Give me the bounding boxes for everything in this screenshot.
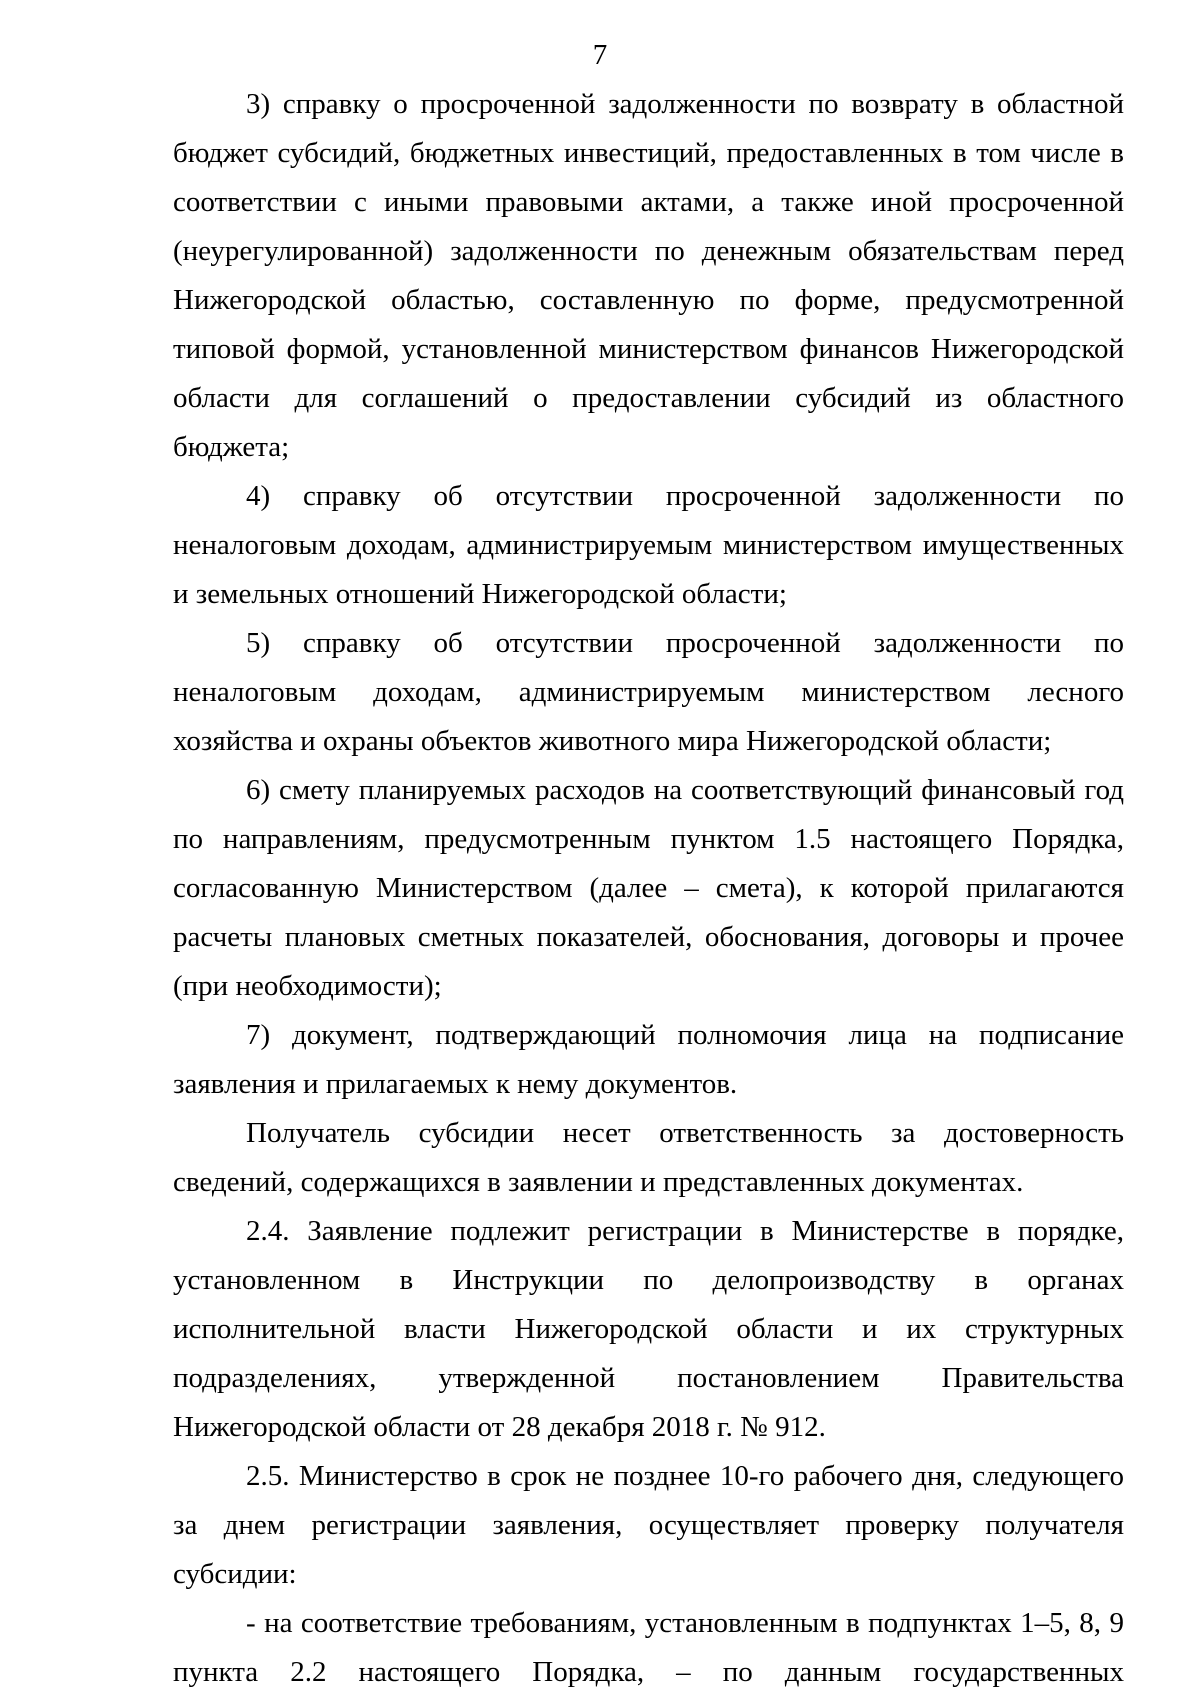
page-number: 7 [592,39,608,71]
paragraph-item-3: 3) справку о просроченной задолженности по возврату в областной бюджет субсидий, бюджетных инвестиций, предоставленных в том числе в соответствии с иными правовыми актами, а также иной просроченной (неурегулированной) задолженности по денежным обязательствам перед Нижегородской областью, составленную по форме, предусмотренной типовой формой, установленной министерством финансов Нижегородской области для соглашений о предоставлении субсидий из областного бюджета; [173,88,1124,463]
paragraph-2-5: 2.5. Министерство в срок не позднее 10-го рабочего дня, следующего за днем регистрации заявления, осуществляет проверку получателя субсидии: [173,1460,1124,1590]
paragraph-item-5: 5) справку об отсутствии просроченной задолженности по неналоговым доходам, администрируемым министерством лесного хозяйства и охраны объектов животного мира Нижегородской области; [173,627,1124,757]
paragraph-item-7: 7) документ, подтверждающий полномочия лица на подписание заявления и прилагаемых к нему документов. [173,1019,1124,1100]
paragraph-check-requirements: - на соответствие требованиям, установленным в подпунктах 1–5, 8, 9 пункта 2.2 настоящего Порядка, – по данным государственных [173,1607,1124,1688]
paragraph-item-6: 6) смету планируемых расходов на соответствующий финансовый год по направлениям, предусмотренным пунктом 1.5 настоящего Порядка, согласованную Министерством (далее – смета), к которой прилагаются расчеты плановых сметных показателей, обоснования, договоры и прочее (при необходимости); [173,774,1124,1002]
paragraph-item-4: 4) справку об отсутствии просроченной задолженности по неналоговым доходам, администрируемым министерством имущественных и земельных отношений Нижегородской области; [173,480,1124,610]
paragraph-2-4: 2.4. Заявление подлежит регистрации в Министерстве в порядке, установленном в Инструкции по делопроизводству в органах исполнительной власти Нижегородской области и их структурных подразделениях, утвержденной постановлением Правительства Нижегородской области от 28 декабря 2018 г. № 912. [173,1215,1124,1443]
paragraph-responsibility: Получатель субсидии несет ответственность за достоверность сведений, содержащихся в заявлении и представленных документах. [173,1117,1124,1198]
document-body [173,80,1124,1697]
